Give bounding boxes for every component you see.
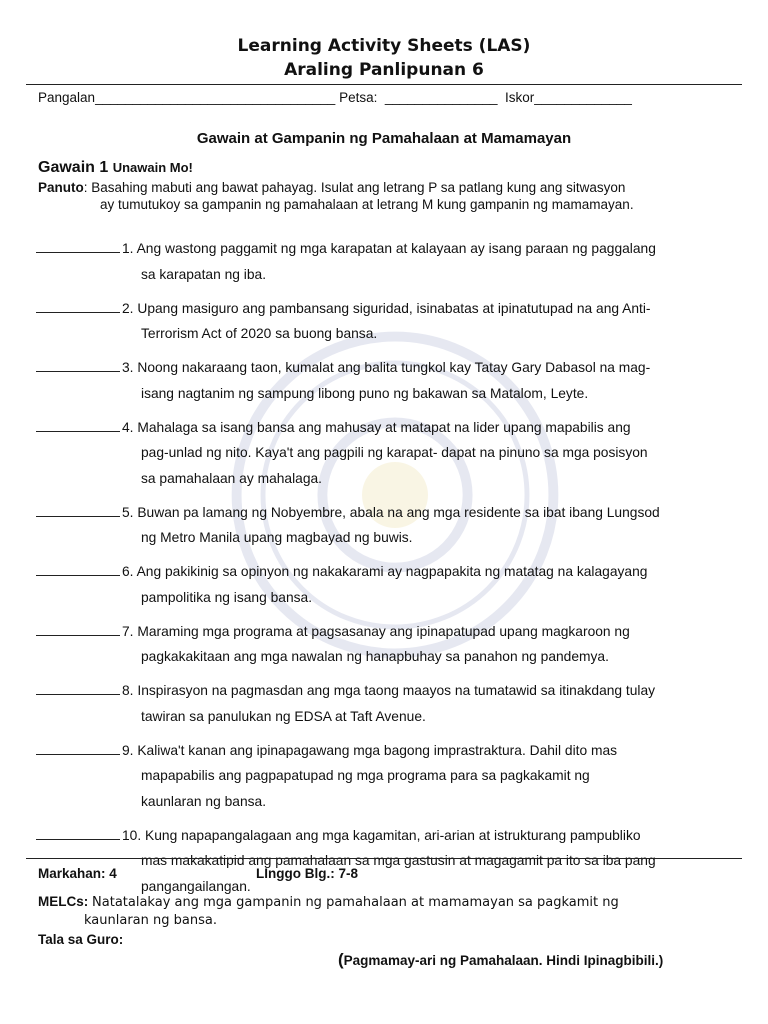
question-list xyxy=(36,236,746,908)
melc-block: MELCs: Natatalakay ang mga gampanin ng pamahalaan at mamamayan sa pagkamit ng kaunlaran ng bansa. xyxy=(38,893,738,930)
question-text: Kung napapangalagaan ang mga kagamitan, ari-arian at istrukturang pampubliko xyxy=(145,827,641,843)
answer-blank[interactable] xyxy=(36,621,120,636)
sheet-title: Gawain at Gampanin ng Pamahalaan at Mamamayan xyxy=(196,130,572,147)
question-line xyxy=(36,619,746,645)
score-label: Iskor xyxy=(505,90,535,105)
question-line xyxy=(36,236,746,262)
melc-line-1: Natatalakay ang mga gampanin ng pamahalaan at mamamayan sa pagkamit ng xyxy=(92,895,619,910)
question-line xyxy=(36,321,746,347)
question-text: Upang masiguro ang pambansang siguridad, isinabatas at ipinatutupad na ang Anti- xyxy=(137,300,651,316)
activity-heading xyxy=(38,159,193,177)
week-label: LInggo Blg.: 7-8 xyxy=(256,866,358,881)
question-line xyxy=(36,415,746,441)
question-line xyxy=(36,763,746,789)
question-line xyxy=(36,678,746,704)
question-item xyxy=(36,678,746,729)
question-line xyxy=(36,585,746,611)
instructions: Panuto: Basahing mabuti ang bawat pahayag. Isulat ang letrang P sa patlang kung ang sitwasyon ay tumutukoy sa gampanin ng pamahalaan at letrang M kung gampanin ng mamamayan. xyxy=(38,179,738,213)
footer-divider xyxy=(26,858,742,859)
score-blank[interactable]: _____________ xyxy=(534,90,632,105)
document-title: Learning Activity Sheets (LAS) xyxy=(237,36,531,56)
question-number: 1. xyxy=(122,241,134,256)
question-line xyxy=(36,262,746,288)
question-number: 9. xyxy=(122,742,134,758)
question-line xyxy=(36,466,746,492)
question-text: Buwan pa lamang ng Nobyembre, abala na ang mga residente sa ibat ibang Lungsod xyxy=(137,504,660,520)
question-line xyxy=(36,355,746,381)
name-label: Pangalan xyxy=(38,90,96,105)
question-number: 2. xyxy=(122,300,134,316)
teacher-note-label: Tala sa Guro xyxy=(38,932,119,947)
question-text: Inspirasyon na pagmasdan ang mga taong maayos na tumatawid sa itinakdang tulay xyxy=(137,683,656,698)
date-label: Petsa: xyxy=(339,90,378,105)
question-number: 6. xyxy=(122,564,134,579)
header-divider xyxy=(26,84,742,85)
question-line xyxy=(36,525,746,551)
question-text: pagkakakitaan ang mga nawalan ng hanapbuhay sa panahon ng pandemya. xyxy=(141,649,609,664)
question-text: sa pamahalaan ay mahalaga. xyxy=(141,470,323,486)
instruction-line-2: ay tumutukoy sa gampanin ng pamahalaan at letrang M kung gampanin ng mamamayan. xyxy=(100,197,634,212)
question-text: mapapabilis ang pagpapatupad ng mga programa para sa pagkakamit ng xyxy=(141,768,590,783)
ownership-note-text: Pagmamay-ari ng Pamahalaan. Hindi Ipinagbibili. xyxy=(343,953,659,968)
name-blank[interactable]: ________________________________ xyxy=(95,90,336,105)
question-text: Terrorism Act of 2020 sa buong bansa. xyxy=(141,326,378,341)
question-line xyxy=(36,296,746,322)
question-text: sa karapatan ng iba. xyxy=(141,266,267,282)
question-text: pangangailangan. xyxy=(141,878,251,894)
question-text: kaunlaran ng bansa. xyxy=(141,793,267,809)
question-text: ng Metro Manila upang magbayad ng buwis. xyxy=(141,530,413,545)
student-info-line xyxy=(38,90,632,105)
activity-sublabel: Unawain Mo! xyxy=(112,160,193,175)
question-line xyxy=(36,500,746,526)
date-blank[interactable]: _______________ xyxy=(384,90,498,105)
question-line xyxy=(36,704,746,730)
question-text: Ang pakikinig sa opinyon ng nakakarami ay nagpapakita ng matatag na kalagayang xyxy=(136,564,648,579)
answer-blank[interactable] xyxy=(36,680,120,695)
answer-blank[interactable] xyxy=(36,502,120,517)
question-line xyxy=(36,823,746,849)
question-number: 10. xyxy=(122,827,142,843)
question-line xyxy=(36,559,746,585)
question-text: pampolitika ng isang bansa. xyxy=(141,589,313,605)
question-text: Noong nakaraang taon, kumalat ang balita tungkol kay Tatay Gary Dabasol na mag- xyxy=(137,360,651,375)
question-number: 3. xyxy=(122,360,134,375)
question-text: tawiran sa panulukan ng EDSA at Taft Avenue. xyxy=(141,708,426,724)
question-text: Maraming mga programa at pagsasanay ang ipinapatupad upang magkaroon ng xyxy=(137,623,630,639)
ownership-note: (Pagmamay-ari ng Pamahalaan. Hindi Ipinagbibili.) xyxy=(338,950,664,969)
question-item xyxy=(36,236,746,287)
question-item xyxy=(36,415,746,492)
question-text: isang nagtanim ng sampung libong puno ng bakawan sa Matalom, Leyte. xyxy=(141,385,589,401)
question-item xyxy=(36,738,746,815)
answer-blank[interactable] xyxy=(36,357,120,372)
question-line xyxy=(36,440,746,466)
question-line xyxy=(36,644,746,670)
answer-blank[interactable] xyxy=(36,740,120,755)
answer-blank[interactable] xyxy=(36,825,120,840)
question-number: 4. xyxy=(122,419,134,435)
melc-label: MELCs xyxy=(38,894,84,909)
question-text: Kaliwa't kanan ang ipinapagawang mga bagong imprastraktura. Dahil dito mas xyxy=(137,742,618,758)
activity-label: Gawain 1 xyxy=(38,159,109,176)
answer-blank[interactable] xyxy=(36,298,120,313)
question-text: Ang wastong paggamit ng mga karapatan at kalayaan ay isang paraan ng paggalang xyxy=(136,241,656,256)
answer-blank[interactable] xyxy=(36,417,120,432)
question-text: pag-unlad ng nito. Kaya't ang pagpili ng karapat- dapat na pinuno sa mga posisyon xyxy=(141,445,648,460)
question-item xyxy=(36,619,746,670)
question-line xyxy=(36,789,746,815)
answer-blank[interactable] xyxy=(36,561,120,576)
question-item xyxy=(36,559,746,610)
question-number: 5. xyxy=(122,504,134,520)
question-text: mas makakatipid ang pamahalaan sa mga gastusin at magagamit pa ito sa iba pang xyxy=(141,853,656,868)
question-number: 7. xyxy=(122,623,134,639)
footer: Markahan: 4 LInggo Blg.: 7-8 MELCs: Natatalakay ang mga gampanin ng pamahalaan at mamamayan sa pagkamit ng kaunlaran ng bansa. Tala sa Guro: xyxy=(38,866,738,947)
question-text: Mahalaga sa isang bansa ang mahusay at matapat na lider upang mapabilis ang xyxy=(137,419,631,435)
question-item xyxy=(36,296,746,347)
question-line xyxy=(36,738,746,764)
instruction-label: Panuto xyxy=(38,180,84,195)
melc-line-2: kaunlaran ng bansa. xyxy=(84,913,217,928)
question-line xyxy=(36,381,746,407)
answer-blank[interactable] xyxy=(36,238,120,253)
quarter-label: Markahan: 4 xyxy=(38,866,117,881)
instruction-line-1: Basahing mabuti ang bawat pahayag. Isulat ang letrang P sa patlang kung ang sitwasyon xyxy=(91,180,626,195)
question-number: 8. xyxy=(122,683,134,698)
document-header xyxy=(0,34,768,82)
question-item xyxy=(36,355,746,406)
subject-title: Araling Panlipunan 6 xyxy=(284,60,484,80)
question-item xyxy=(36,500,746,551)
